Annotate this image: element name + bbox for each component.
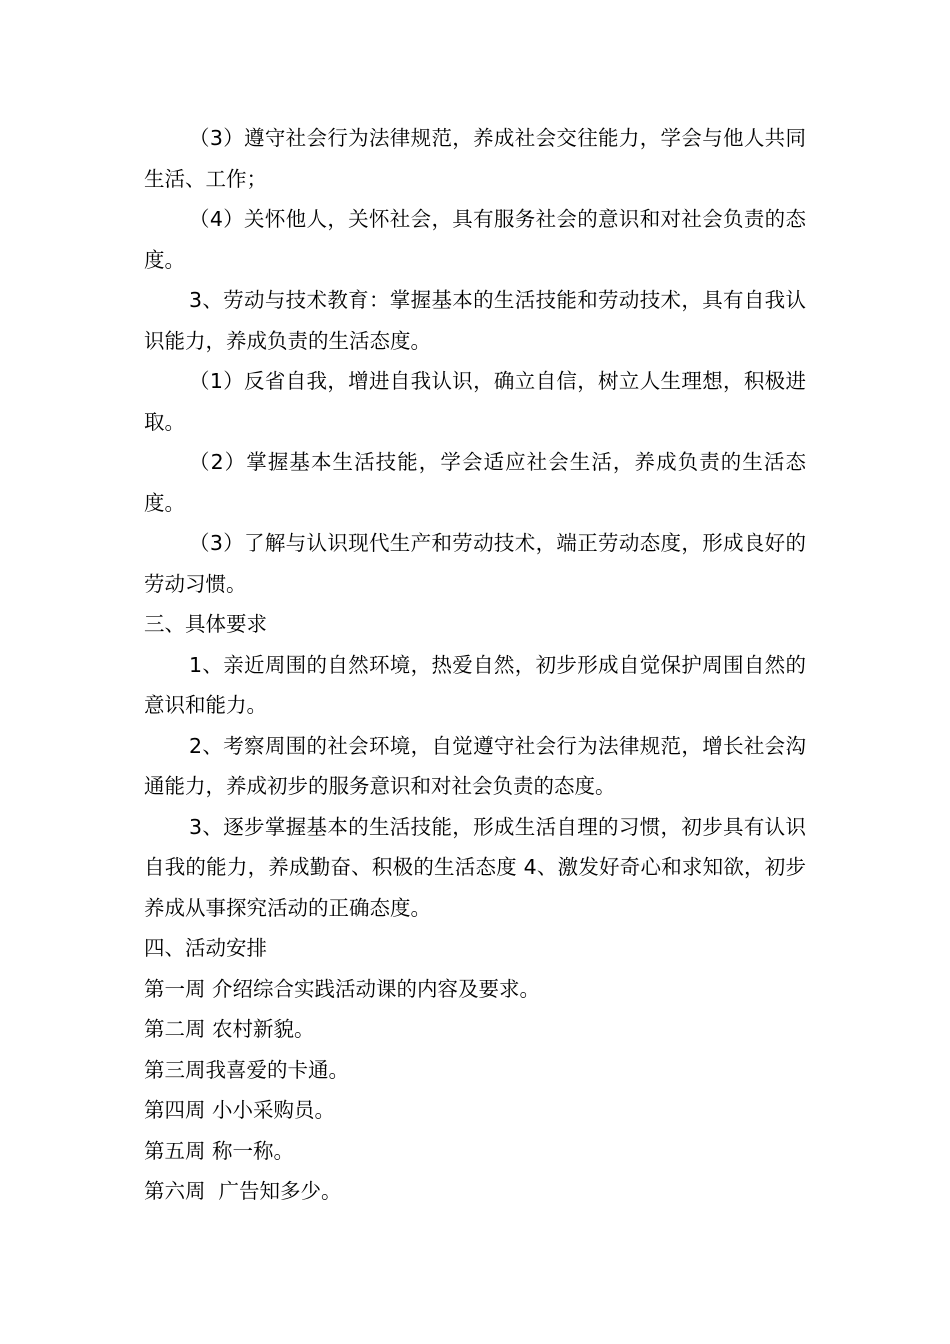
section-heading-requirements: 三、具体要求 [144, 612, 267, 636]
paragraph-item-3-social-norms: （3）遵守社会行为法律规范，养成社会交往能力，学会与他人共同生活、工作； [144, 126, 806, 191]
schedule-week-5: 第五周 称一称。 [144, 1138, 295, 1163]
schedule-week-6: 第六周 广告知多少。 [144, 1179, 342, 1203]
section-heading-activity-schedule: 四、活动安排 [144, 936, 267, 960]
paragraph-item-3-labor-habits: （3）了解与认识现代生产和劳动技术，端正劳动态度，形成良好的劳动习惯。 [144, 531, 806, 596]
paragraph-labor-technology: 3、劳动与技术教育：掌握基本的生活技能和劳动技术，具有自我认识能力，养成负责的生活态度。 [144, 288, 806, 353]
schedule-week-3: 第三周我喜爱的卡通。 [144, 1057, 349, 1082]
schedule-week-2: 第二周 农村新貌。 [144, 1017, 315, 1041]
paragraph-item-4-care-society: （4）关怀他人，关怀社会，具有服务社会的意识和对社会负责的态度。 [144, 207, 806, 272]
schedule-week-4: 第四周 小小采购员。 [144, 1098, 336, 1122]
requirement-item-1: 1、亲近周围的自然环境，热爱自然，初步形成自觉保护周围自然的意识和能力。 [144, 652, 806, 717]
schedule-week-1: 第一周 介绍综合实践活动课的内容及要求。 [144, 976, 541, 1001]
document-body [144, 118, 806, 1212]
paragraph-item-2-life-skills: （2）掌握基本生活技能，学会适应社会生活，养成负责的生活态度。 [144, 450, 806, 515]
requirement-item-3-4: 3、逐步掌握基本的生活技能，形成生活自理的习惯，初步具有认识自我的能力，养成勤奋、积极的生活态度 4、激发好奇心和求知欲，初步养成从事探究活动的正确态度。 [144, 814, 806, 920]
paragraph-item-1-self-reflection: （1）反省自我，增进自我认识，确立自信，树立人生理想，积极进取。 [144, 369, 806, 434]
requirement-item-2: 2、考察周围的社会环境，自觉遵守社会行为法律规范，增长社会沟通能力，养成初步的服务意识和对社会负责的态度。 [144, 733, 806, 798]
